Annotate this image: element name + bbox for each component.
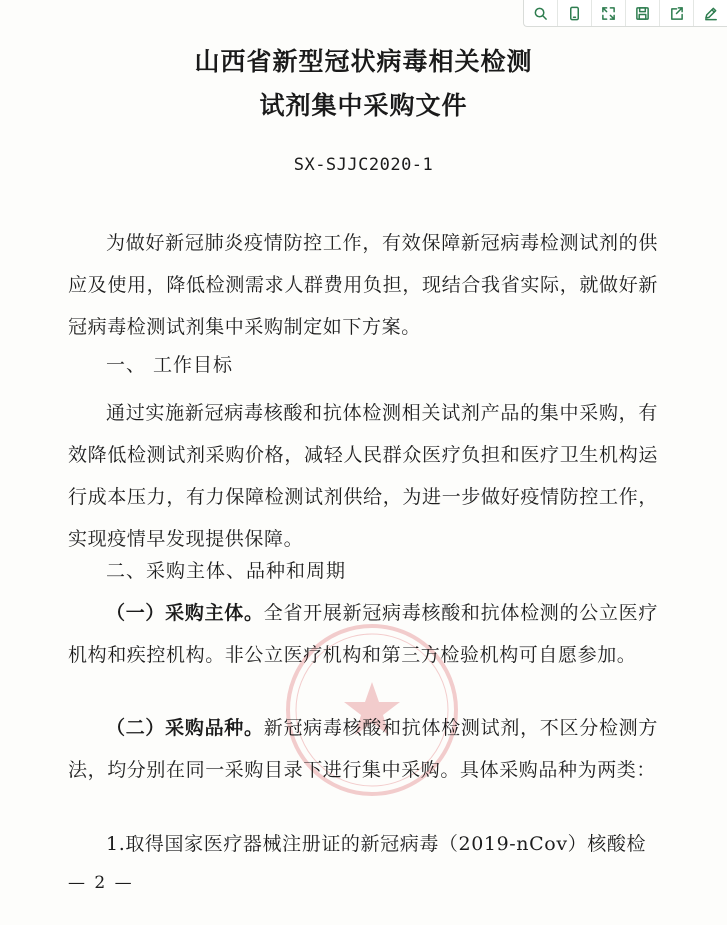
viewer-toolbar: [523, 0, 727, 27]
edit-button[interactable]: [694, 0, 727, 26]
subsection1-label: （一）采购主体。: [106, 602, 264, 624]
section1-heading: 一、 工作目标: [106, 354, 234, 376]
save-icon: [635, 6, 650, 21]
subsection1-paragraph: [68, 592, 658, 676]
subsection2-paragraph: [68, 707, 658, 791]
subsection2-body: 新冠病毒核酸和抗体检测试剂，不区分检测方法，均分别在同一采购目录下进行集中采购。具体采购品种为两类：: [68, 717, 658, 781]
share-icon: [669, 6, 684, 21]
document-number: SX-SJJC2020-1: [293, 155, 434, 175]
search-button[interactable]: [524, 0, 558, 26]
mobile-icon: [567, 6, 582, 21]
page-number: — 2 —: [68, 873, 134, 893]
save-button[interactable]: [626, 0, 660, 26]
document-title-line2: 试剂集中采购文件: [259, 91, 468, 120]
share-button[interactable]: [660, 0, 694, 26]
subsection1-body: 全省开展新冠病毒核酸和抗体检测的公立医疗机构和疾控机构。非公立医疗机构和第三方检验机构可自愿参加。: [68, 602, 658, 666]
edit-icon: [703, 6, 718, 21]
item1-line: 1.取得国家医疗器械注册证的新冠病毒（2019-nCov）核酸检: [106, 833, 647, 855]
section2-heading: 二、采购主体、品种和周期: [106, 560, 347, 582]
subsection2-label: （二）采购品种。: [106, 717, 264, 739]
search-icon: [533, 6, 548, 21]
fullscreen-button[interactable]: [592, 0, 626, 26]
intro-paragraph: 为做好新冠肺炎疫情防控工作，有效保障新冠病毒检测试剂的供应及使用，降低检测需求人群费用负担，现结合我省实际，就做好新冠病毒检测试剂集中采购制定如下方案。: [68, 232, 658, 338]
fullscreen-icon: [601, 6, 616, 21]
mobile-view-button[interactable]: [558, 0, 592, 26]
document-title-line1: 山西省新型冠状病毒相关检测: [194, 47, 533, 76]
section1-paragraph: 通过实施新冠病毒核酸和抗体检测相关试剂产品的集中采购，有效降低检测试剂采购价格，减轻人民群众医疗负担和医疗卫生机构运行成本压力，有力保障检测试剂供给，为进一步做好疫情防控工作，实现疫情早发现提供保障。: [68, 402, 658, 550]
